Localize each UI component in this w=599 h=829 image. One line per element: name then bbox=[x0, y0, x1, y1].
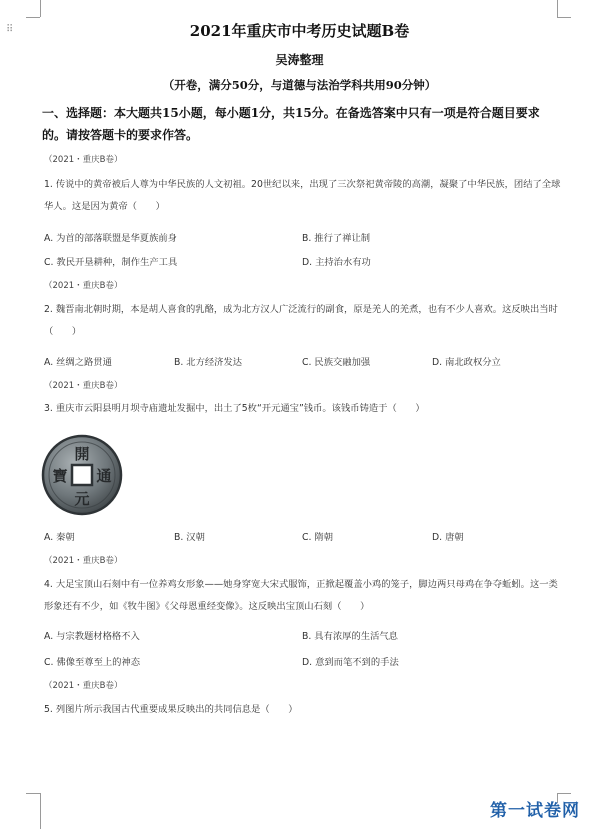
crop-mark-top-left-v bbox=[40, 0, 41, 17]
option-c[interactable]: C. 佛像至尊至上的神态 bbox=[44, 657, 141, 668]
option-d[interactable]: D. 主持治水有功 bbox=[302, 257, 371, 268]
question-source: （2021・重庆B卷） bbox=[44, 681, 123, 691]
compiler-name: 吴涛整理 bbox=[275, 53, 324, 67]
exam-note: （开卷，满分50分，与道德与法治学科共用90分钟） bbox=[162, 78, 437, 92]
question-source: （2021・重庆B卷） bbox=[44, 381, 123, 391]
crop-mark-bottom-left-h bbox=[26, 793, 40, 794]
question-stem: 3. 重庆市云阳县明月坝寺庙遗址发掘中，出土了5枚“开元通宝”钱币。该钱币铸造于（ ） bbox=[44, 403, 425, 414]
kaiyuan-tongbao-coin-image bbox=[41, 434, 123, 516]
question-source: （2021・重庆B卷） bbox=[44, 556, 123, 566]
question-stem: 4. 大足宝顶山石刻中有一位养鸡女形象——她身穿宽大宋式服饰，正掀起覆盖小鸡的笼子，脚边两只母鸡在争夺蚯蚓。这一类形象还有不少，如《牧牛图》《父母恩重经变像》。这反映出宝顶山石刻（ ） bbox=[44, 579, 558, 612]
option-b[interactable]: B. 汉朝 bbox=[174, 532, 205, 543]
coin-char-right: 通 bbox=[96, 467, 112, 485]
option-c[interactable]: C. 民族交融加强 bbox=[302, 357, 371, 368]
coin-square-hole bbox=[72, 465, 92, 485]
site-watermark-logo: 第一试卷网 bbox=[490, 801, 580, 821]
question-stem: 2. 魏晋南北朝时期，本是胡人喜食的乳酪，成为北方汉人广泛流行的副食，原是羌人的羌煮，也有不少人喜欢。这反映出当时（ ） bbox=[44, 304, 558, 337]
option-a[interactable]: A. 秦朝 bbox=[44, 532, 75, 543]
question-stem: 5. 列图片所示我国古代重要成果反映出的共同信息是（ ） bbox=[44, 704, 298, 715]
crop-mark-bottom-left-v bbox=[40, 793, 41, 829]
option-d[interactable]: D. 唐朝 bbox=[432, 532, 464, 543]
crop-mark-top-right-v bbox=[557, 0, 558, 17]
page-title: 2021年重庆市中考历史试题B卷 bbox=[189, 22, 410, 40]
option-c[interactable]: C. 教民开垦耕种，制作生产工具 bbox=[44, 257, 178, 268]
crop-mark-top-right-h bbox=[557, 17, 571, 18]
coin-char-left: 寶 bbox=[52, 467, 68, 485]
option-d[interactable]: D. 南北政权分立 bbox=[432, 357, 501, 368]
option-b[interactable]: B. 北方经济发达 bbox=[174, 357, 243, 368]
coin-char-bottom: 元 bbox=[74, 490, 90, 508]
crop-mark-top-left-h bbox=[26, 17, 40, 18]
section-instructions: 一、选择题：本大题共15小题，每小题1分，共15分。在备选答案中只有一项是符合题目要求的。请按答题卡的要求作答。 bbox=[42, 106, 540, 142]
option-a[interactable]: A. 与宗教题材格格不入 bbox=[44, 631, 140, 642]
question-source: （2021・重庆B卷） bbox=[44, 155, 123, 165]
option-b[interactable]: B. 推行了禅让制 bbox=[302, 233, 371, 244]
drag-handle-icon[interactable]: ⠿ bbox=[6, 24, 15, 35]
option-a[interactable]: A. 丝绸之路贯通 bbox=[44, 357, 112, 368]
question-source: （2021・重庆B卷） bbox=[44, 281, 123, 291]
option-a[interactable]: A. 为首的部落联盟是华夏族前身 bbox=[44, 233, 177, 244]
crop-mark-bottom-right-h bbox=[557, 793, 571, 794]
question-stem: 1. 传说中的黄帝被后人尊为中华民族的人文初祖。20世纪以来，出现了三次祭祀黄帝陵的高潮，凝聚了中华民族，团结了全球华人。这是因为黄帝（ ） bbox=[44, 179, 561, 212]
option-d[interactable]: D. 意到而笔不到的手法 bbox=[302, 657, 399, 668]
option-b[interactable]: B. 具有浓厚的生活气息 bbox=[302, 631, 398, 642]
coin-char-top: 開 bbox=[74, 445, 90, 463]
option-c[interactable]: C. 隋朝 bbox=[302, 532, 333, 543]
